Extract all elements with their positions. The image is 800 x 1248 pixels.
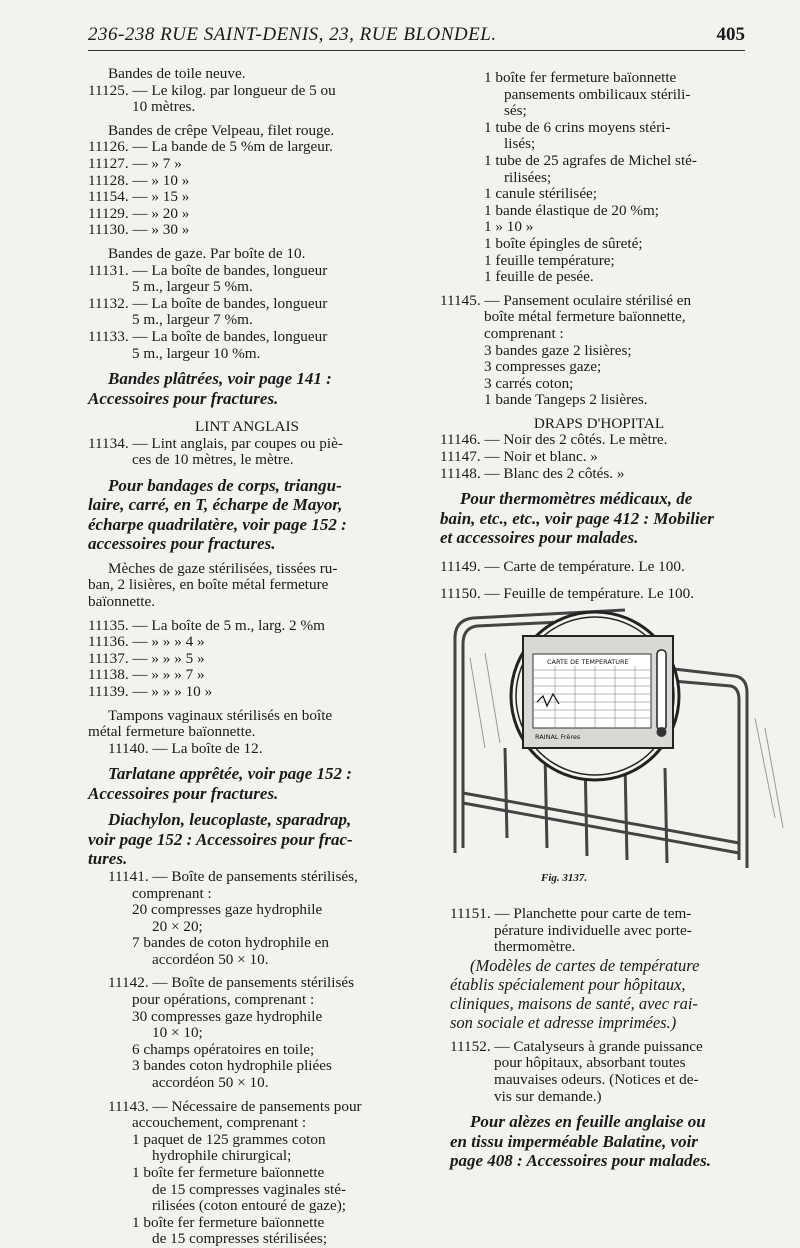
right-text-line: et accessoires pour malades.	[440, 528, 639, 548]
left-text-line: Bandes de crêpe Velpeau, filet rouge.	[108, 121, 335, 139]
right-text-line: boîte métal fermeture baïonnette,	[484, 308, 686, 326]
page-header	[88, 22, 745, 51]
left-text-line: 11128. — » 10 »	[88, 171, 190, 189]
right2-text-line: son sociale et adresse imprimées.)	[450, 1012, 677, 1032]
right2-text-line: en tissu imperméable Balatine, voir	[450, 1131, 698, 1151]
left-text-line: 11143. — Nécessaire de pansements pour	[108, 1097, 362, 1115]
left-text-line: 10 × 10;	[152, 1024, 203, 1042]
left-text-line: 6 champs opératoires en toile;	[132, 1040, 315, 1058]
right2-text-line: page 408 : Accessoires pour malades.	[450, 1151, 711, 1171]
left-text-line: ces de 10 mètres, le mètre.	[132, 451, 294, 469]
right2-text-line: 11152. — Catalyseurs à grande puissance	[450, 1037, 703, 1055]
right-text-line: 1 » 10 »	[484, 218, 534, 236]
left-text-line: ban, 2 lisières, en boîte métal fermeture	[88, 576, 329, 594]
left-text-line: 11137. — » » » 5 »	[88, 649, 205, 667]
right2-text-line: thermomètre.	[494, 938, 576, 956]
left-text-line: Mèches de gaze stérilisées, tissées ru-	[108, 559, 338, 577]
right-text-line: 1 feuille température;	[484, 251, 615, 269]
left-text-line: accouchement, comprenant :	[132, 1114, 307, 1132]
left-text-line: 11135. — La boîte de 5 m., larg. 2 %m	[88, 616, 325, 634]
left-text-line: accordéon 50 × 10.	[152, 1074, 269, 1092]
right-text-line: 11145. — Pansement oculaire stérilisé en	[440, 291, 692, 309]
left-text-line: accordéon 50 × 10.	[152, 950, 269, 968]
page-number: 405	[716, 24, 745, 45]
card-brand: RAINAL Frères	[535, 733, 581, 741]
left-text-line: 11125. — Le kilog. par longueur de 5 ou	[88, 81, 336, 99]
left-text-line: 1 paquet de 125 grammes coton	[132, 1130, 326, 1148]
spacer	[88, 803, 406, 810]
right2-text-line: (Modèles de cartes de température	[470, 955, 700, 975]
right2-text-line: pérature individuelle avec porte-	[494, 921, 692, 939]
right2-text-line: pour hôpitaux, absorbant toutes	[494, 1054, 686, 1072]
left-text-line: baïonnette.	[88, 593, 156, 611]
right-text-line: comprenant :	[484, 324, 564, 342]
right-text-line: 1 canule stérilisée;	[484, 185, 598, 203]
right-text-line: lisés;	[504, 135, 536, 153]
left-text-line: Diachylon, leucoplaste, sparadrap,	[108, 810, 352, 830]
right2-text-line: vis sur demande.)	[494, 1087, 602, 1105]
spacer	[88, 757, 406, 764]
spacer	[88, 469, 406, 476]
left-text-line: hydrophile chirurgical;	[152, 1147, 292, 1165]
right2-text-line: Pour alèzes en feuille anglaise ou	[470, 1112, 706, 1132]
right-text-line: 1 boîte épingles de sûreté;	[484, 234, 643, 252]
left-text-line: de 15 compresses stérilisées;	[152, 1230, 328, 1248]
left-text-line: 11134. — Lint anglais, par coupes ou piè-	[88, 434, 343, 452]
right-text-line: 1 tube de 25 agrafes de Michel sté-	[484, 151, 697, 169]
right-text-line: 1 boîte fer fermeture baïonnette	[484, 69, 677, 86]
left-text-line: 10 mètres.	[132, 98, 196, 116]
right-text-line: 1 tube de 6 crins moyens stéri-	[484, 118, 671, 136]
right-text-line: 11146. — Noir des 2 côtés. Le mètre.	[440, 431, 668, 449]
left-text-line: Tampons vaginaux stérilisés en boîte	[108, 706, 333, 724]
right-text-line: 11150. — Feuille de température. Le 100.	[440, 585, 695, 603]
left-text-line: 11138. — » » » 7 »	[88, 666, 205, 684]
right-text-line: Pour thermomètres médicaux, de	[460, 489, 693, 509]
left-text-line: 11130. — » 30 »	[88, 221, 190, 239]
left-text-line: Accessoires pour fractures.	[88, 783, 279, 803]
right-text-line: 1 bande Tangeps 2 lisières.	[484, 391, 648, 409]
left-text-line: 11139. — » » » 10 »	[88, 683, 213, 701]
running-title: 236-238 RUE SAINT-DENIS, 23, RUE BLONDEL.	[88, 24, 497, 45]
right-text-line: pansements ombilicaux stérili-	[504, 85, 691, 103]
left-text-line: Bandes de gaze. Par boîte de 10.	[108, 244, 306, 262]
left-column	[88, 66, 406, 1248]
left-text-line: 5 m., largeur 10 %m.	[132, 344, 261, 362]
left-text-line: Bandes de toile neuve.	[108, 65, 246, 82]
right-text-line: bain, etc., etc., voir page 412 : Mobilier	[440, 508, 714, 528]
left-text-line: 11127. — » 7 »	[88, 154, 182, 172]
left-text-line: Accessoires pour fractures.	[88, 388, 279, 408]
left-text-line: 7 bandes de coton hydrophile en	[132, 934, 329, 952]
spacer	[450, 1105, 768, 1112]
right-text-line: 3 bandes gaze 2 lisières;	[484, 341, 632, 359]
left-text-line: accessoires pour fractures.	[88, 534, 276, 554]
left-text-line: 11142. — Boîte de pansements stérilisés	[108, 974, 355, 992]
left-text-line: Pour bandages de corps, triangu-	[108, 475, 342, 495]
left-text-line: de 15 compresses vaginales sté-	[152, 1180, 347, 1198]
right2-text-line: 11151. — Planchette pour carte de tem-	[450, 905, 692, 922]
right2-text-line: cliniques, maisons de santé, avec rai-	[450, 993, 698, 1013]
left-text-line: laire, carré, en T, écharpe de Mayor,	[88, 495, 343, 515]
left-text-line: comprenant :	[132, 884, 212, 902]
left-text-line: 3 bandes coton hydrophile pliées	[132, 1057, 332, 1075]
left-text-line: 11141. — Boîte de pansements stérilisés,	[108, 867, 358, 885]
left-text-line: Tarlatane apprêtée, voir page 152 :	[108, 764, 352, 784]
right2-text-line: établis spécialement pour hôpitaux,	[450, 974, 686, 994]
left-text-line: 20 × 20;	[152, 917, 203, 935]
left-text-line: 11154. — » 15 »	[88, 188, 190, 206]
right-text-line: 3 compresses gaze;	[484, 358, 602, 376]
left-text-line: 11129. — » 20 »	[88, 204, 190, 222]
card-title: CARTE DE TEMPERATURE	[547, 658, 629, 666]
left-text-line: voir page 152 : Accessoires pour frac-	[88, 829, 353, 849]
left-text-line: 11132. — La boîte de bandes, longueur	[88, 294, 328, 312]
left-text-line: 5 m., largeur 5 %m.	[132, 278, 253, 296]
left-text-line: 11131. — La boîte de bandes, longueur	[88, 261, 328, 279]
left-text-line: métal fermeture baïonnette.	[88, 723, 256, 741]
right-text-line: 11147. — Noir et blanc. »	[440, 448, 598, 466]
left-text-line: 20 compresses gaze hydrophile	[132, 901, 323, 919]
right-column-top	[440, 70, 758, 603]
left-text-line: 5 m., largeur 7 %m.	[132, 311, 253, 329]
right-text-line: rilisées;	[504, 168, 552, 186]
right-column-bottom	[450, 906, 768, 1171]
right-text-line: 1 feuille de pesée.	[484, 268, 594, 286]
right-text-line: 3 carrés coton;	[484, 374, 574, 392]
left-text-line: 11126. — La bande de 5 %m de largeur.	[88, 138, 333, 156]
right-text-line: 1 bande élastique de 20 %m;	[484, 201, 660, 219]
left-text-line: tures.	[88, 849, 128, 869]
left-text-line: écharpe quadrilatère, voir page 152 :	[88, 514, 347, 534]
right-text-line: DRAPS D'HOPITAL	[533, 414, 665, 432]
right-text-line: 11148. — Blanc des 2 côtés. »	[440, 464, 625, 482]
left-text-line: rilisées (coton entouré de gaze);	[152, 1197, 346, 1215]
figure-bed-with-temperature-board	[425, 598, 790, 888]
left-text-line: 30 compresses gaze hydrophile	[132, 1007, 323, 1025]
left-text-line: 1 boîte fer fermeture baïonnette	[132, 1164, 325, 1181]
right2-text-line: mauvaises odeurs. (Notices et de-	[494, 1070, 699, 1088]
spacer	[88, 362, 406, 369]
left-text-line: 11136. — » » » 4 »	[88, 633, 205, 651]
left-text-line: Bandes plâtrées, voir page 141 :	[108, 369, 332, 389]
left-text-line: 11140. — La boîte de 12.	[108, 739, 263, 757]
spacer	[440, 482, 758, 489]
left-text-line: 11133. — La boîte de bandes, longueur	[88, 327, 328, 345]
left-text-line: pour opérations, comprenant :	[132, 991, 315, 1009]
left-text-line: LINT ANGLAIS	[195, 418, 299, 436]
left-text-line: 1 boîte fer fermeture baïonnette	[132, 1213, 325, 1231]
right-text-line: 11149. — Carte de température. Le 100.	[440, 557, 685, 575]
right-text-line: sés;	[504, 102, 527, 120]
figure-caption: Fig. 3137.	[541, 872, 588, 884]
bed-illustration	[425, 598, 790, 888]
